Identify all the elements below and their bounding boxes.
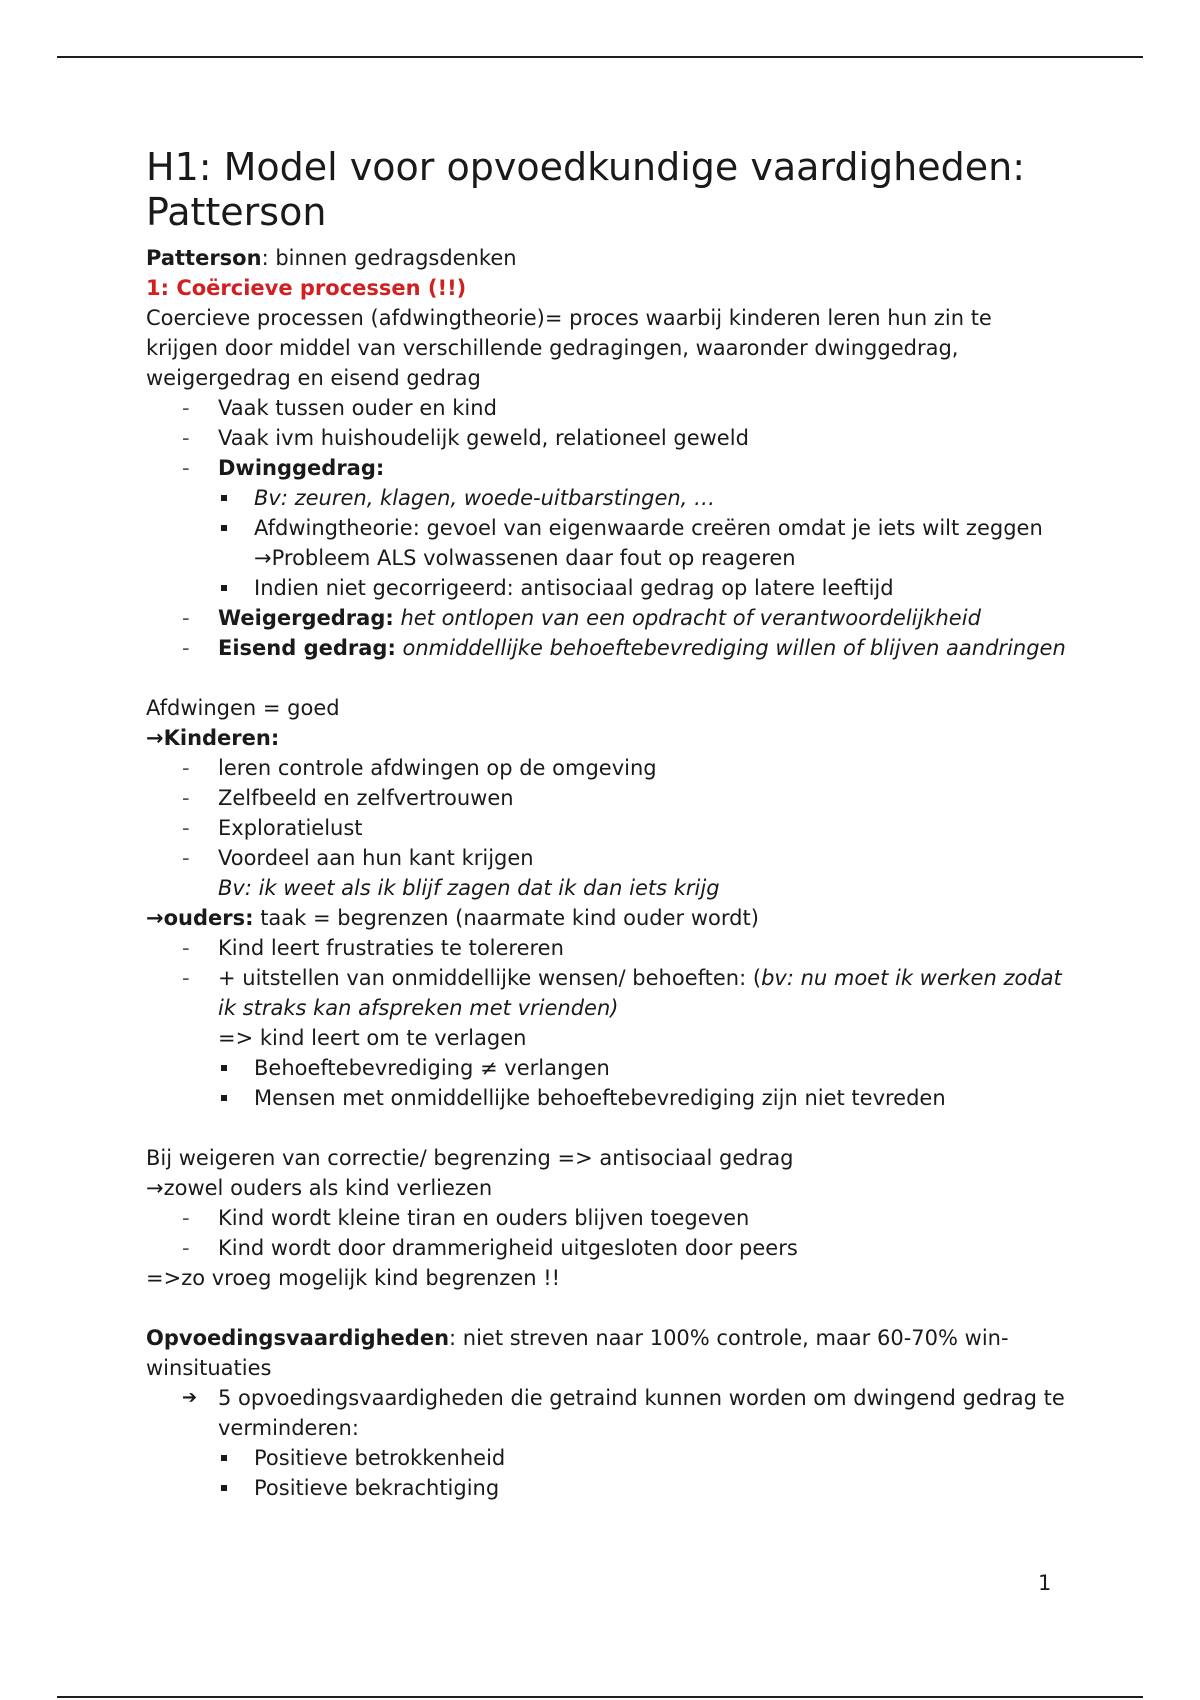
- list-item: - Vaak tussen ouder en kind: [146, 393, 1066, 423]
- page-number: 1: [1038, 1571, 1052, 1595]
- weigergedrag-label: Weigergedrag:: [218, 606, 394, 630]
- list-item: - Kind wordt kleine tiran en ouders blijven toegeven: [146, 1203, 1066, 1233]
- ouders-line: [146, 903, 1066, 933]
- section-heading: 1: Coërcieve processen (!!): [146, 276, 467, 300]
- vijf-bullets: [146, 1443, 1066, 1503]
- list-item-weigergedrag: [146, 603, 1066, 633]
- intro-bold: Patterson: [146, 246, 262, 270]
- bullet-item: Positieve betrokkenheid: [146, 1443, 1066, 1473]
- document-page: [146, 145, 1066, 1503]
- list-subtext: => kind leert om te verlagen: [218, 1026, 527, 1050]
- bullet-item: Behoeftebevrediging ≠ verlangen: [146, 1053, 1066, 1083]
- list-text: + uitstellen van onmiddellijke wensen/ behoeften: (: [218, 966, 762, 990]
- opvoeding-bold: Opvoedingsvaardigheden: [146, 1326, 450, 1350]
- eisend-label: Eisend gedrag:: [218, 636, 396, 660]
- kinderen-heading: →Kinderen:: [146, 726, 280, 750]
- list-item: - Zelfbeeld en zelfvertrouwen: [146, 783, 1066, 813]
- opvoeding-line: [146, 1323, 1066, 1383]
- bullet-item: Mensen met onmiddellijke behoeftebevrediging zijn niet tevreden: [146, 1083, 1066, 1113]
- weigeren-line: Bij weigeren van correctie/ begrenzing => antisociaal gedrag: [146, 1146, 794, 1170]
- list-example: bv: nu moet ik werken zodat ik straks kan afspreken met vrienden): [218, 966, 1062, 1020]
- dwinggedrag-bullets: [146, 483, 1066, 603]
- ouders-text: taak = begrenzen (naarmate kind ouder wordt): [253, 906, 759, 930]
- bullet-item: Indien niet gecorrigeerd: antisociaal gedrag op latere leeftijd: [146, 573, 1066, 603]
- kinderen-list: [146, 753, 1066, 903]
- afdwingen-line: Afdwingen = goed: [146, 696, 340, 720]
- opvoeding-rest: : niet streven naar 100% controle, maar 60-70% win-winsituaties: [146, 1326, 1009, 1380]
- eisend-text: onmiddellijke behoeftebevrediging willen of blijven aandringen: [395, 636, 1066, 660]
- page-title: H1: Model voor opvoedkundige vaardigheden: Patterson: [146, 145, 1026, 234]
- dwinggedrag-label: Dwinggedrag:: [218, 456, 385, 480]
- bullet-text: Afdwingtheorie: gevoel van eigenwaarde creëren omdat je iets wilt zeggen: [254, 516, 1043, 540]
- list-item: - Exploratielust: [146, 813, 1066, 843]
- arrow-item: ➔ 5 opvoedingsvaardigheden die getraind kunnen worden om dwingend gedrag te verminderen:: [146, 1383, 1066, 1443]
- list-item: - leren controle afdwingen op de omgeving: [146, 753, 1066, 783]
- verliezen-line: →zowel ouders als kind verliezen: [146, 1176, 493, 1200]
- verliezen-list: [146, 1203, 1066, 1263]
- footer-rule: [57, 1696, 1143, 1698]
- bullet-subtext: →Probleem ALS volwassenen daar fout op reageren: [254, 546, 796, 570]
- bullet-item: Positieve bekrachtiging: [146, 1473, 1066, 1503]
- list-item: - Kind wordt door drammerigheid uitgesloten door peers: [146, 1233, 1066, 1263]
- list-item: - Vaak ivm huishoudelijk geweld, relationeel geweld: [146, 423, 1066, 453]
- coercion-list: [146, 393, 1066, 483]
- bullet-item: Bv: zeuren, klagen, woede-uitbarstingen, …: [146, 483, 1066, 513]
- list-item: [146, 843, 1066, 903]
- list-item-eisend: [146, 633, 1066, 663]
- list-item: [146, 963, 1066, 1053]
- ouders-bullets: [146, 1053, 1066, 1113]
- vijf-list: [146, 1383, 1066, 1443]
- coercion-definition: Coercieve processen (afdwingtheorie)= proces waarbij kinderen leren hun zin te krijgen door middel van verschillende gedragingen, waaronder dwinggedrag, weigergedrag en eisend gedrag: [146, 306, 992, 390]
- list-item: - Kind leert frustraties te tolereren: [146, 933, 1066, 963]
- ouders-list: [146, 933, 1066, 1053]
- intro-line: [146, 243, 1066, 273]
- vroeg-line: =>zo vroeg mogelijk kind begrenzen !!: [146, 1266, 561, 1290]
- list-example: Bv: ik weet als ik blijf zagen dat ik dan iets krijg: [218, 876, 720, 900]
- weigergedrag-text: het ontlopen van een opdracht of verantwoordelijkheid: [393, 606, 981, 630]
- intro-rest: : binnen gedragsdenken: [261, 246, 517, 270]
- header-rule: [57, 56, 1143, 58]
- bullet-item: [146, 513, 1066, 573]
- list-text: Voordeel aan hun kant krijgen: [218, 846, 534, 870]
- coercion-list-cont: [146, 603, 1066, 663]
- ouders-label: →ouders:: [146, 906, 254, 930]
- list-item-dwinggedrag: [146, 453, 1066, 483]
